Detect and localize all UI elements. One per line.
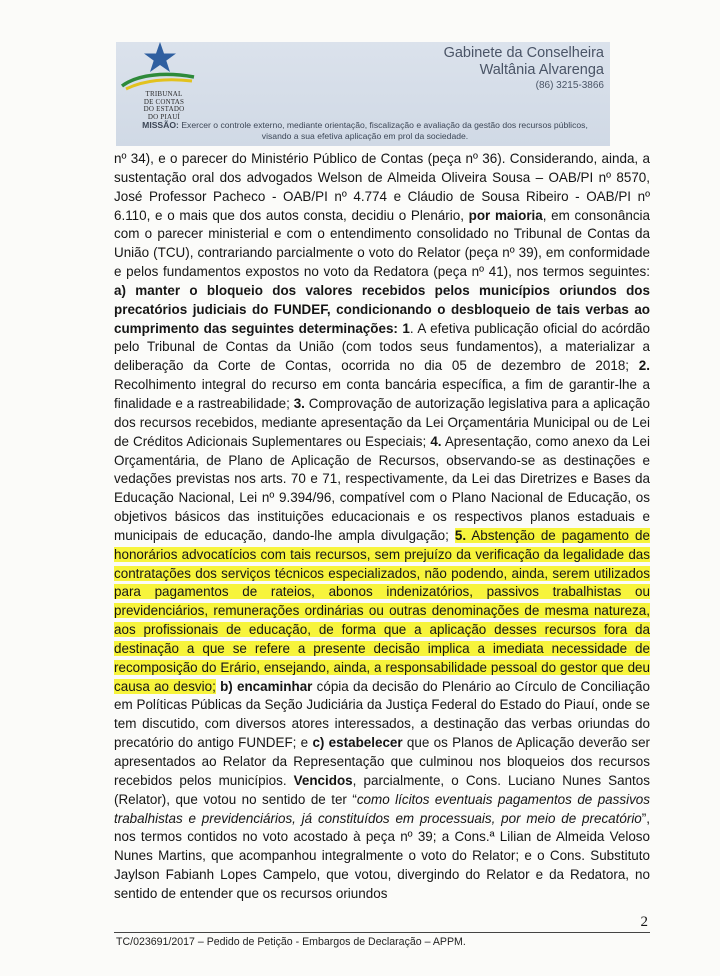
mission-text: Exercer o controle externo, mediante orientação, fiscalização e avaliação da gestão dos recursos públicos, visando a sua efetiva aplicação em prol da sociedade. [181, 120, 588, 141]
body-text-span: Apresentação, como anexo da Lei Orçamentária, de Plano de Aplicação de Recursos, observando-se as destinações e vedações previstas nos arts. 70 e 71, respectivamente, da Lei das Diretrizes e Bases da Educação Nacional, Lei nº 9.394/96, compatível com o Plano Nacional de Educação, os objetivos básicos das instituições educacionais e os respectivos planos estaduais e municipais de educação, dando-lhe ampla divulgação; [114, 433, 650, 543]
body-text-span: , em consonância com o parecer ministerial e com o entendimento consolidado no Tribunal de Contas da União (TCU), contrariando parcialmente o voto do Relator (peça nº 39), em conformidade e pelos fundamentos expostos no voto da Redatora (peça nº 41), nos termos seguintes: [114, 207, 650, 280]
body-text-span: cópia da decisão do Plenário ao Círculo de Conciliação em Políticas Públicas da Seção Judiciária da Justiça Federal do Estado do Piauí, onde se tem discutido, com diversos atores interessados, a destinação das verbas oriundas do precatório do antigo FUNDEF; e [114, 678, 651, 751]
counselor-name: Waltânia Alvarenga [479, 62, 604, 78]
office-phone: (86) 3215-3866 [535, 80, 604, 91]
item-number: 4. [430, 433, 442, 449]
logo-line: DO ESTADO [143, 105, 185, 113]
body-text-span: ”, nos termos contidos no voto acostado à peça nº 39; a Cons.ª Lilian de Almeida Veloso Nunes Martins, que acompanhou integralmente o voto do Relator; e o Cons. Substituto Jaylson Fabianh Lopes Campelo, que votou, divergindo do Relator e da Redatora, no sentido de entender que os recursos oriundos [114, 810, 650, 901]
body-bold-span: b) encaminhar [220, 678, 313, 694]
body-italic-quote: como lícitos eventuais pagamentos de passivos trabalhistas e previdenciários, já constituídos em processuais, por meio de precatório [114, 791, 650, 826]
page-number: 2 [640, 914, 648, 930]
body-text-span: que os Planos de Aplicação deverão ser apresentados ao Relator da Representação que culminou nos bloqueios dos recursos recebidos pelos municípios. [114, 735, 651, 788]
highlighted-passage [114, 528, 650, 694]
item-number: 3. [293, 395, 305, 411]
mission-label: MISSÃO: [142, 120, 179, 130]
office-title: Gabinete da Conselheira [443, 45, 604, 61]
logo-line: DE CONTAS [143, 97, 185, 106]
footer-divider [114, 932, 650, 933]
logo-line: DO PIAUÍ [147, 112, 181, 121]
highlighted-text: Abstenção de pagamento de honorários advocatícios com tais recursos, sem prejuízo da verificação da legalidade das contratações dos serviços técnicos especializados, não podendo, ainda, serem utilizados para pagamentos de rateios, abonos indenizatórios, passivos trabalhistas ou previdenciários, remunerações ordinárias ou outras denominações de mesma natureza, aos profissionais de educação, de forma que a aplicação desses recursos fora da destinação a que se refere a presente decisão implica a imediata necessidade de recomposição do Erário, ensejando, ainda, a responsabilidade pessoal do gestor que deu causa ao desvio; [114, 527, 650, 694]
logo-institution-text [132, 91, 196, 121]
body-bold-span: por maioria [468, 207, 543, 223]
item-number: 2. [638, 358, 650, 374]
body-text-span: . A efetiva publicação oficial do acórdão pelo Tribunal de Contas da União (com todos seus fundamentos), a materializar a deliberação da Corte de Contas, ocorrida no dia 05 de dezembro de 2018; [114, 320, 650, 374]
mission-statement [130, 120, 600, 142]
body-text-span: nº 34), e o parecer do Ministério Público de Contas (peça nº 36). Considerando, ainda, a sustentação oral dos advogados Welson de Almeida Oliveira Sousa – OAB/PI nº 8570, José Professor Pacheco - OAB/PI nº 4.774 e Cláudio de Sousa Ribeiro - OAB/PI nº 6.110, e o mais que dos autos consta, decidiu o Plenário, [114, 151, 650, 223]
body-text-span: , parcialmente, o Cons. Luciano Nunes Santos (Relator), que votou no sentido de ter “ [114, 772, 650, 807]
footer-reference: TC/023691/2017 – Pedido de Petição - Embargos de Declaração – APPM. [116, 936, 466, 948]
logo-line: TRIBUNAL [145, 90, 183, 98]
item-number: 5. [454, 527, 467, 543]
body-bold-span: a) manter o bloqueio dos valores recebidos pelos municípios oriundos dos precatórios judiciais do FUNDEF, condicionando o desbloqueio de tais verbas ao cumprimento das seguintes determinações: 1 [114, 282, 650, 336]
decision-paragraph [114, 150, 650, 904]
body-text-span: Recolhimento integral do recurso em conta bancária específica, a fim de garantir-lhe a finalidade e a rastreabilidade; [114, 377, 650, 411]
logo-swoosh-icon [118, 68, 198, 92]
body-bold-span: Vencidos [293, 772, 353, 788]
body-bold-span: c) estabelecer [312, 735, 403, 751]
body-text-span: Comprovação de autorização legislativa para a aplicação dos recursos recebidos, mediante apresentação da Lei Orçamentária Municipal ou de Lei de Créditos Adicionais Suplementares ou Especiais; [114, 395, 650, 449]
